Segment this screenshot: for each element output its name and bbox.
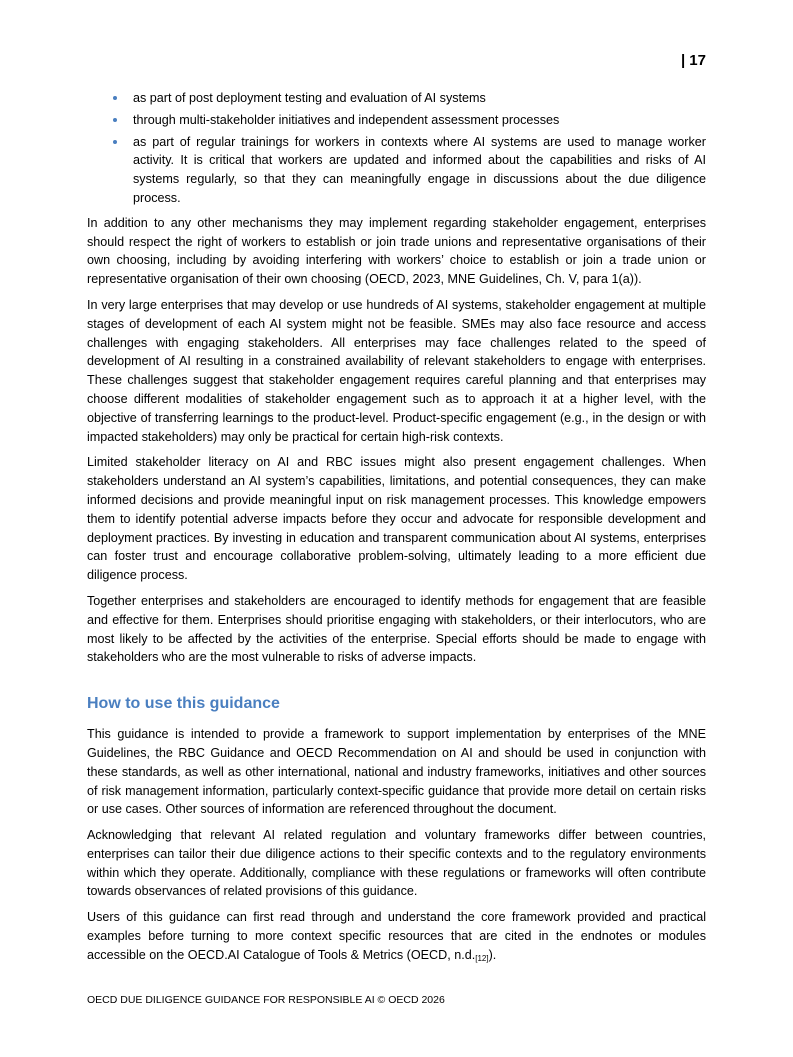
page-number: | 17 bbox=[680, 52, 706, 69]
page-footer: OECD DUE DILIGENCE GUIDANCE FOR RESPONSIBLE AI © OECD 2026 bbox=[87, 994, 445, 1006]
bullet-icon bbox=[113, 118, 117, 122]
list-item: as part of post deployment testing and evaluation of AI systems bbox=[87, 89, 706, 108]
paragraph-stakeholder-literacy: Limited stakeholder literacy on AI and RBC issues might also present engagement challenges. When stakeholders understand an AI system’s capabilities, limitations, and potential consequences, they can make informed decisions and provide meaningful input on risk management processes. This knowledge empowers them to identify potential adverse impacts before they occur and advocate for responsible development and deployment practices. By investing in education and transparent communication about AI systems, enterprises can foster trust and encourage collaborative problem-solving, ultimately leading to a more efficient due diligence process. bbox=[87, 455, 706, 583]
paragraph-users: Users of this guidance can first read through and understand the core framework provided and practical examples before turning to more context specific resources that are cited in the endnotes or modules accessible on the OECD.AI Catalogue of Tools & Metrics (OECD, $n.d._{[12]}$). bbox=[87, 910, 706, 963]
bullet-icon bbox=[113, 96, 117, 100]
list-item: through multi-stakeholder initiatives and independent assessment processes bbox=[87, 111, 706, 130]
section-heading: How to use this guidance bbox=[87, 695, 280, 713]
paragraph-large-enterprises: In very large enterprises that may develop or use hundreds of AI systems, stakeholder engagement at multiple stages of development of each AI system might not be feasible. SMEs may also face resource and access challenges with engaging stakeholders. All enterprises may face challenges related to the speed of development of AI resulting in a constrained availability of relevant stakeholders to engage with enterprises. These challenges suggest that stakeholder engagement requires careful planning and that enterprises may choose different modalities of stakeholder engagement such as to approach it at a higher level, with the objective of transferring learnings to the product-level. Product-specific engagement (e.g., in the design or with impacted stakeholders) may only be practical for certain high-risk contexts. bbox=[87, 297, 706, 444]
bullet-icon bbox=[113, 140, 117, 144]
paragraph-together: Together enterprises and stakeholders are encouraged to identify methods for engagement that are feasible and effective for them. Enterprises should prioritise engaging with stakeholders, or their interlocutors, who are most likely to be affected by the activities of the enterprise. Special efforts should be made to engage with stakeholders who are the most vulnerable to risks of adverse impacts. bbox=[87, 593, 706, 665]
bullet-list bbox=[87, 89, 706, 208]
paragraph-regulation: Acknowledging that relevant AI related regulation and voluntary frameworks differ between countries, enterprises can tailor their due diligence actions to their specific contexts and to the regulatory environments within which they operate. Additionally, compliance with these regulations or frameworks will often contribute towards observances of related provisions of this guidance. bbox=[87, 828, 706, 899]
list-item: as part of regular trainings for workers in contexts where AI systems are used to manage worker activity. It is critical that workers are updated and informed about the capabilities and risks of AI systems regularly, so that they can meaningfully engage in discussions about the due diligence process. bbox=[87, 133, 706, 208]
paragraph-framework: This guidance is intended to provide a framework to support implementation by enterprises of the MNE Guidelines, the RBC Guidance and OECD Recommendation on AI and should be used in conjunction with these standards, as well as other international, national and industry frameworks, initiatives and other sources of risk management information, particularly context-specific guidance that provide more detail on certain risks or use cases. Other sources of information are referenced throughout the document. bbox=[87, 727, 706, 817]
citation-ref[interactable]: [12] bbox=[475, 953, 489, 963]
page-body bbox=[87, 89, 706, 976]
paragraph-trade-unions: In addition to any other mechanisms they may implement regarding stakeholder engagement, enterprises should respect the right of workers to establish or join trade unions and representative organisations of their own choosing, including by avoiding interfering with workers’ choice to establish or join a trade union or representative organisation of their own choosing (OECD, 2023, MNE Guidelines, Ch. V, para 1(a)). bbox=[87, 215, 706, 287]
